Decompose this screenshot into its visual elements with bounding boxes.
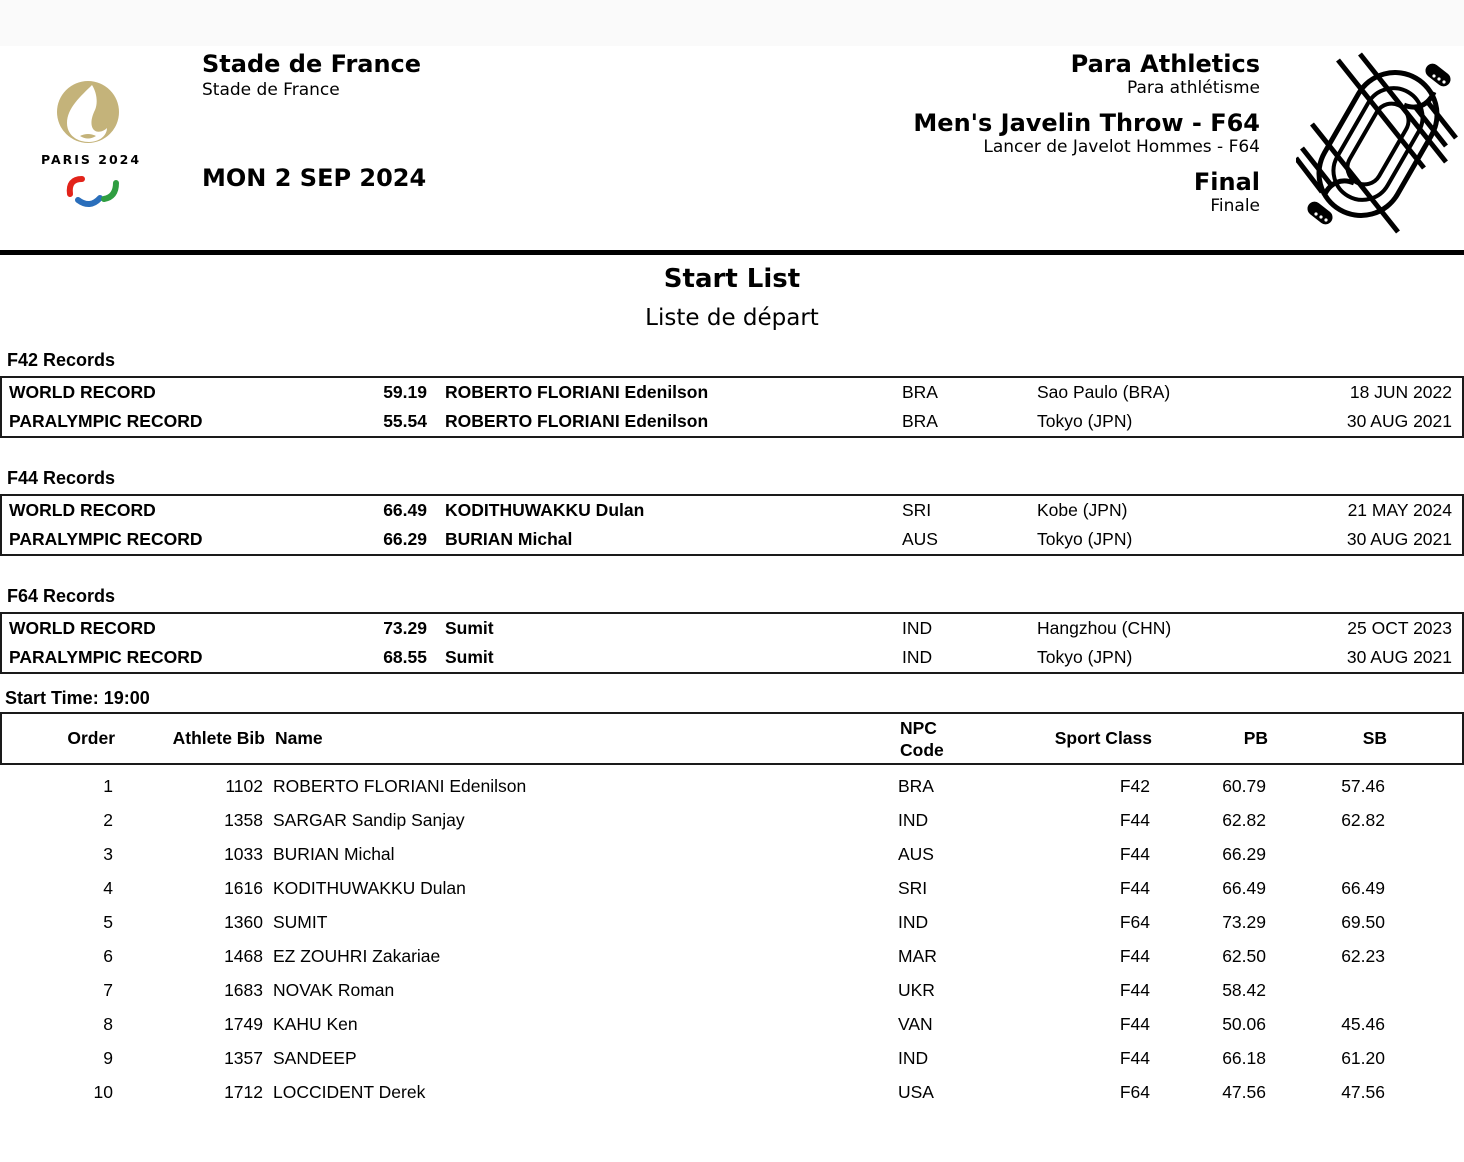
athlete-name: LOCCIDENT Derek bbox=[273, 1082, 426, 1102]
record-npc: AUS bbox=[902, 529, 938, 549]
event-title: Men's Javelin Throw - F64 bbox=[913, 109, 1260, 137]
athlete-sport-class: F44 bbox=[1119, 810, 1150, 830]
athlete-sport-class: F44 bbox=[1119, 1014, 1150, 1034]
athlete-pb: 66.29 bbox=[1222, 844, 1266, 864]
records-section-label: F42 Records bbox=[7, 350, 116, 370]
record-holder-name: KODITHUWAKKU Dulan bbox=[445, 500, 645, 520]
athlete-pb: 58.42 bbox=[1222, 980, 1266, 1000]
athlete-sb: 45.46 bbox=[1341, 1014, 1385, 1034]
athlete-name: SANDEEP bbox=[273, 1048, 357, 1068]
record-date: 25 OCT 2023 bbox=[1347, 618, 1452, 638]
athlete-order: 9 bbox=[103, 1048, 113, 1068]
athlete-name: NOVAK Roman bbox=[273, 980, 395, 1000]
record-result: 73.29 bbox=[383, 618, 427, 638]
record-row bbox=[2, 496, 1462, 525]
start-list-row bbox=[0, 1075, 1464, 1109]
flame-icon bbox=[34, 78, 148, 148]
athlete-order: 5 bbox=[103, 912, 113, 932]
athlete-order: 6 bbox=[103, 946, 113, 966]
record-result: 55.54 bbox=[383, 411, 427, 431]
records-table bbox=[0, 494, 1464, 556]
record-type: PARALYMPIC RECORD bbox=[9, 529, 203, 549]
athlete-pb: 73.29 bbox=[1222, 912, 1266, 932]
athlete-sb: 66.49 bbox=[1341, 878, 1385, 898]
athlete-name: SUMIT bbox=[273, 912, 328, 932]
athlete-sb: 62.23 bbox=[1341, 946, 1385, 966]
record-npc: BRA bbox=[902, 411, 938, 431]
record-location: Tokyo (JPN) bbox=[1037, 647, 1133, 667]
para-athletics-pictogram bbox=[1296, 50, 1460, 243]
athlete-order: 1 bbox=[103, 776, 113, 796]
record-npc: SRI bbox=[902, 500, 932, 520]
athlete-sport-class: F64 bbox=[1119, 1082, 1150, 1102]
record-location: Tokyo (JPN) bbox=[1037, 411, 1133, 431]
athlete-npc: AUS bbox=[898, 844, 934, 864]
record-row bbox=[2, 525, 1462, 554]
athlete-order: 3 bbox=[103, 844, 113, 864]
athlete-bib: 1749 bbox=[224, 1014, 263, 1034]
athlete-name: KAHU Ken bbox=[273, 1014, 358, 1034]
athlete-npc: IND bbox=[898, 1048, 929, 1068]
event-header-block bbox=[760, 50, 1260, 227]
record-holder-name: Sumit bbox=[445, 618, 494, 638]
athlete-sb bbox=[1266, 973, 1385, 1007]
event-date: MON 2 SEP 2024 bbox=[202, 164, 427, 192]
record-date: 30 AUG 2021 bbox=[1346, 529, 1452, 549]
records-section-label: F44 Records bbox=[7, 468, 116, 488]
athlete-sb: 47.56 bbox=[1341, 1082, 1385, 1102]
record-type: PARALYMPIC RECORD bbox=[9, 647, 203, 667]
athlete-name: KODITHUWAKKU Dulan bbox=[273, 878, 466, 898]
athlete-sport-class: F44 bbox=[1119, 946, 1150, 966]
athlete-bib: 1712 bbox=[224, 1082, 263, 1102]
athlete-npc: UKR bbox=[898, 980, 935, 1000]
record-holder-name: Sumit bbox=[445, 647, 494, 667]
athlete-npc: SRI bbox=[898, 878, 928, 898]
start-list-row bbox=[0, 837, 1464, 871]
record-row bbox=[2, 643, 1462, 672]
athlete-npc: VAN bbox=[898, 1014, 933, 1034]
phase-title: Final bbox=[1193, 168, 1260, 196]
start-list-row bbox=[0, 769, 1464, 803]
record-location: Sao Paulo (BRA) bbox=[1037, 382, 1171, 402]
records-table bbox=[0, 376, 1464, 438]
event-subtitle: Lancer de Javelot Hommes - F64 bbox=[983, 137, 1260, 157]
athlete-order: 8 bbox=[103, 1014, 113, 1034]
record-result: 66.29 bbox=[383, 529, 427, 549]
column-header-order: Order bbox=[67, 728, 115, 748]
athlete-sb: 57.46 bbox=[1341, 776, 1385, 796]
column-header-name: Name bbox=[275, 728, 323, 748]
record-type: WORLD RECORD bbox=[9, 618, 156, 638]
venue-subtitle: Stade de France bbox=[202, 80, 340, 100]
discipline-title: Para Athletics bbox=[1070, 50, 1260, 78]
athlete-sb: 62.82 bbox=[1341, 810, 1385, 830]
records-section-f44 bbox=[0, 468, 1464, 556]
athlete-pb: 60.79 bbox=[1222, 776, 1266, 796]
column-header-sport-class: Sport Class bbox=[1054, 728, 1152, 748]
records-section-f64 bbox=[0, 586, 1464, 674]
athlete-name: ROBERTO FLORIANI Edenilson bbox=[273, 776, 527, 796]
athlete-sport-class: F44 bbox=[1119, 1048, 1150, 1068]
athlete-bib: 1360 bbox=[224, 912, 263, 932]
start-list-rows bbox=[0, 765, 1464, 1109]
discipline-subtitle: Para athlétisme bbox=[1126, 78, 1260, 98]
start-time-label: Start Time: 19:00 bbox=[5, 688, 150, 708]
start-list-row bbox=[0, 1041, 1464, 1075]
athlete-pb: 50.06 bbox=[1222, 1014, 1266, 1034]
start-list-row bbox=[0, 905, 1464, 939]
athlete-npc: IND bbox=[898, 810, 929, 830]
athlete-sb: 61.20 bbox=[1341, 1048, 1385, 1068]
start-list-header-row bbox=[0, 712, 1464, 765]
records-section-label: F64 Records bbox=[7, 586, 116, 606]
athlete-name: SARGAR Sandip Sanjay bbox=[273, 810, 465, 830]
athlete-bib: 1102 bbox=[225, 776, 263, 796]
column-header-pb: PB bbox=[1243, 728, 1268, 748]
athlete-bib: 1683 bbox=[224, 980, 263, 1000]
athlete-order: 10 bbox=[93, 1082, 113, 1102]
athlete-name: EZ ZOUHRI Zakariae bbox=[273, 946, 441, 966]
athlete-bib: 1468 bbox=[224, 946, 263, 966]
record-row bbox=[2, 378, 1462, 407]
athlete-order: 4 bbox=[103, 878, 113, 898]
agitos-icon bbox=[60, 172, 124, 210]
column-header-npc-code bbox=[900, 717, 1052, 761]
athlete-npc: USA bbox=[898, 1082, 934, 1102]
record-type: PARALYMPIC RECORD bbox=[9, 411, 203, 431]
athlete-pb: 47.56 bbox=[1222, 1082, 1266, 1102]
record-holder-name: ROBERTO FLORIANI Edenilson bbox=[445, 411, 709, 431]
athlete-pb: 66.18 bbox=[1222, 1048, 1266, 1068]
athlete-bib: 1357 bbox=[224, 1048, 263, 1068]
athlete-name: BURIAN Michal bbox=[273, 844, 395, 864]
athlete-pb: 62.82 bbox=[1222, 810, 1266, 830]
page-title: Start List bbox=[663, 264, 801, 294]
records-table bbox=[0, 612, 1464, 674]
record-npc: IND bbox=[902, 618, 933, 638]
npc-code-line1: NPC bbox=[900, 717, 937, 738]
page-subtitle: Liste de départ bbox=[645, 305, 819, 331]
athlete-sport-class: F44 bbox=[1119, 844, 1150, 864]
athlete-order: 7 bbox=[103, 980, 113, 1000]
paris-2024-emblem bbox=[34, 78, 148, 212]
npc-code-line2: Code bbox=[900, 739, 944, 760]
record-location: Tokyo (JPN) bbox=[1037, 529, 1133, 549]
page-top-tint bbox=[0, 0, 1464, 46]
record-date: 30 AUG 2021 bbox=[1346, 647, 1452, 667]
start-list-row bbox=[0, 1007, 1464, 1041]
column-header-sb: SB bbox=[1362, 728, 1387, 748]
record-date: 30 AUG 2021 bbox=[1346, 411, 1452, 431]
athlete-sport-class: F42 bbox=[1119, 776, 1150, 796]
record-type: WORLD RECORD bbox=[9, 500, 156, 520]
record-type: WORLD RECORD bbox=[9, 382, 156, 402]
record-row bbox=[2, 407, 1462, 436]
record-npc: IND bbox=[902, 647, 933, 667]
athlete-sport-class: F64 bbox=[1119, 912, 1150, 932]
phase-subtitle: Finale bbox=[1210, 196, 1260, 216]
record-result: 66.49 bbox=[383, 500, 427, 520]
athlete-sb bbox=[1266, 837, 1385, 871]
record-date: 18 JUN 2022 bbox=[1349, 382, 1452, 402]
record-result: 59.19 bbox=[383, 382, 427, 402]
start-list-row bbox=[0, 871, 1464, 905]
record-holder-name: BURIAN Michal bbox=[445, 529, 573, 549]
athlete-sb: 69.50 bbox=[1341, 912, 1385, 932]
column-header-athlete-bib: Athlete Bib bbox=[172, 728, 265, 748]
record-location: Kobe (JPN) bbox=[1037, 500, 1128, 520]
start-list-row bbox=[0, 939, 1464, 973]
athlete-order: 2 bbox=[103, 810, 113, 830]
athlete-bib: 1358 bbox=[224, 810, 263, 830]
athlete-npc: MAR bbox=[898, 946, 937, 966]
header-divider-rule bbox=[0, 250, 1464, 255]
athlete-bib: 1616 bbox=[224, 878, 263, 898]
athlete-sport-class: F44 bbox=[1119, 878, 1150, 898]
start-list-row bbox=[0, 973, 1464, 1007]
athlete-bib: 1033 bbox=[224, 844, 263, 864]
records-section-f42 bbox=[0, 350, 1464, 438]
paris-2024-wordmark: PARIS 2024 bbox=[40, 152, 142, 167]
record-row bbox=[2, 614, 1462, 643]
start-list-row bbox=[0, 803, 1464, 837]
record-result: 68.55 bbox=[383, 647, 427, 667]
athlete-pb: 62.50 bbox=[1222, 946, 1266, 966]
venue-title: Stade de France bbox=[202, 50, 422, 78]
record-date: 21 MAY 2024 bbox=[1347, 500, 1452, 520]
athlete-pb: 66.49 bbox=[1222, 878, 1266, 898]
athlete-npc: IND bbox=[898, 912, 929, 932]
record-holder-name: ROBERTO FLORIANI Edenilson bbox=[445, 382, 709, 402]
record-location: Hangzhou (CHN) bbox=[1037, 618, 1172, 638]
athlete-npc: BRA bbox=[898, 776, 934, 796]
record-npc: BRA bbox=[902, 382, 938, 402]
athlete-sport-class: F44 bbox=[1119, 980, 1150, 1000]
